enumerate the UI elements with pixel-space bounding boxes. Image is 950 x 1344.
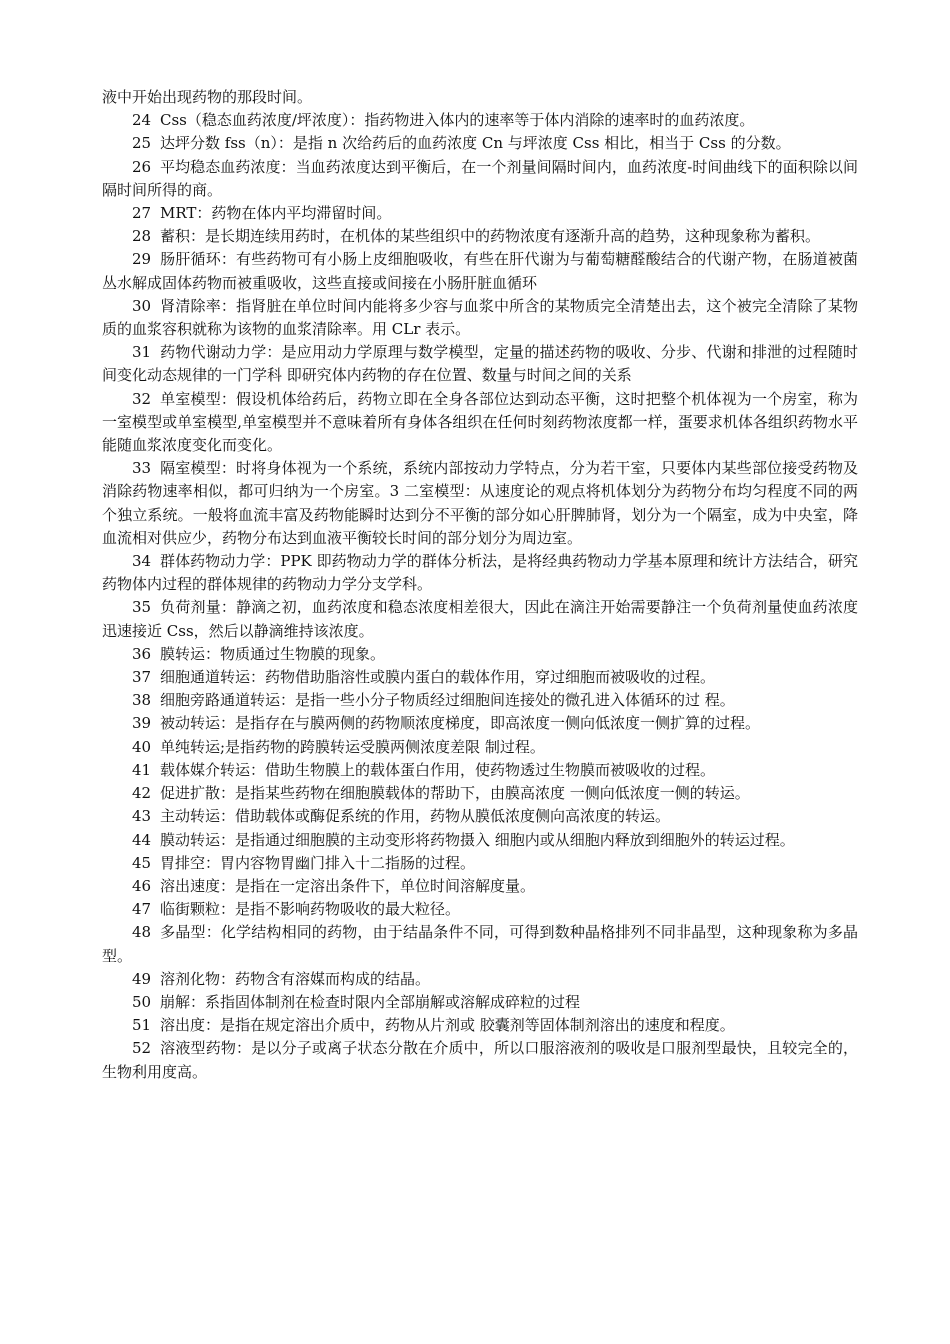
- glossary-entry: [102, 736, 858, 759]
- entry-text: 达坪分数 fss（n）：是指 n 次给药后的血药浓度 Cn 与坪浓度 Css 相比，相当于 Css 的分数。: [160, 134, 791, 153]
- entry-text: 胃排空：胃内容物胃幽门排入十二指肠的过程。: [160, 853, 476, 872]
- entry-number: 44: [132, 830, 152, 849]
- glossary-entry: [102, 643, 858, 666]
- entry-number: 40: [132, 737, 152, 756]
- entry-number: 42: [132, 784, 152, 803]
- entry-number: 50: [132, 992, 152, 1011]
- entry-number: 31: [132, 343, 152, 362]
- entry-text: 单纯转运;是指药物的跨膜转运受膜两侧浓度差限 制过程。: [160, 737, 545, 756]
- glossary-entry: [102, 457, 858, 550]
- entry-number: 34: [132, 552, 152, 571]
- glossary-entry: [102, 156, 858, 202]
- entry-text: 细胞旁路通道转运：是指一些小分子物质经过细胞间连接处的微孔进入体循环的过 程。: [160, 691, 735, 710]
- glossary-entry: [102, 1014, 858, 1037]
- entry-text: 主动转运：借助载体或酶促系统的作用，药物从膜低浓度侧向高浓度的转运。: [160, 807, 671, 826]
- entry-number: 47: [132, 900, 152, 919]
- glossary-entry: [102, 666, 858, 689]
- entry-number: 46: [132, 876, 152, 895]
- glossary-entry: [102, 689, 858, 712]
- entry-text: 蓄积：是长期连续用药时，在机体的某些组织中的药物浓度有逐渐升高的趋势，这种现象称为蓄积。: [160, 227, 821, 246]
- entry-text: 负荷剂量：静滴之初，血药浓度和稳态浓度相差很大，因此在滴注开始需要静注一个负荷剂量使血药浓度迅速接近 Css，然后以静滴维持该浓度。: [102, 598, 858, 640]
- entry-number: 37: [132, 668, 152, 687]
- glossary-entry: [102, 295, 858, 341]
- glossary-entry: [102, 1037, 858, 1083]
- glossary-entry: [102, 805, 858, 828]
- glossary-entry: [102, 991, 858, 1014]
- entry-number: 24: [132, 111, 152, 130]
- entry-text: Css（稳态血药浓度/坪浓度）：指药物进入体内的速率等于体内消除的速率时的血药浓度。: [160, 111, 755, 130]
- entry-number: 41: [132, 760, 152, 779]
- entry-number: 45: [132, 853, 152, 872]
- glossary-entry: [102, 341, 858, 387]
- glossary-entry: [102, 829, 858, 852]
- entry-number: 35: [132, 598, 152, 617]
- entry-number: 29: [132, 250, 152, 269]
- entry-number: 36: [132, 644, 152, 663]
- entry-number: 27: [132, 204, 152, 223]
- glossary-entry: [102, 596, 858, 642]
- glossary-entry: [102, 712, 858, 735]
- glossary-entry: [102, 759, 858, 782]
- glossary-entry: [102, 248, 858, 294]
- entry-text: 溶出度：是指在规定溶出介质中，药物从片剂或 胶囊剂等固体制剂溶出的速度和程度。: [160, 1016, 735, 1035]
- entry-number: 26: [132, 157, 152, 176]
- glossary-entry: [102, 132, 858, 155]
- glossary-entry: [102, 782, 858, 805]
- glossary-entry: [102, 921, 858, 967]
- entry-number: 48: [132, 923, 152, 942]
- entry-text: 临街颗粒：是指不影响药物吸收的最大粒径。: [160, 900, 461, 919]
- entry-text: 膜转运：物质通过生物膜的现象。: [160, 644, 386, 663]
- entry-text: 崩解：系指固体制剂在检查时限内全部崩解或溶解成碎粒的过程: [160, 992, 581, 1011]
- entry-number: 39: [132, 714, 152, 733]
- document-page: [102, 86, 858, 1084]
- entry-text: MRT：药物在体内平均滞留时间。: [160, 204, 392, 223]
- glossary-entry: [102, 109, 858, 132]
- entry-text: 膜动转运：是指通过细胞膜的主动变形将药物摄入 细胞内或从细胞内释放到细胞外的转运过程。: [160, 830, 795, 849]
- entry-text: 肾清除率：指肾脏在单位时间内能将多少容与血浆中所含的某物质完全清楚出去，这个被完全清除了某物质的血浆容积就称为该物的血浆清除率。用 CLr 表示。: [102, 296, 858, 339]
- entry-text: 被动转运：是指存在与膜两侧的药物顺浓度梯度，即高浓度一侧向低浓度一侧扩算的过程。: [160, 714, 761, 733]
- glossary-entry: [102, 968, 858, 991]
- glossary-entry: [102, 875, 858, 898]
- entry-number: 49: [132, 969, 152, 988]
- entry-text: 单室模型：假设机体给药后，药物立即在全身各部位达到动态平衡，这时把整个机体视为一个房室，称为一室模型或单室模型,单室模型并不意味着所有身体各组织在任何时刻药物浓度都一样，蛋要求机体各组织药物水平能随血浆浓度变化而变化。: [102, 389, 858, 455]
- entry-text: 平均稳态血药浓度：当血药浓度达到平衡后，在一个剂量间隔时间内，血药浓度-时间曲线下的面积除以间隔时间所得的商。: [102, 157, 858, 199]
- continuation-paragraph: 液中开始出现药物的那段时间。: [102, 88, 313, 106]
- glossary-entry: [102, 852, 858, 875]
- entry-text: 细胞通道转运：药物借助脂溶性或膜内蛋白的载体作用，穿过细胞而被吸收的过程。: [160, 668, 716, 687]
- entry-number: 33: [132, 459, 152, 478]
- entry-text: 溶出速度：是指在一定溶出条件下，单位时间溶解度量。: [160, 876, 536, 895]
- glossary-entry: [102, 898, 858, 921]
- glossary-list: [102, 109, 858, 1084]
- entry-text: 促进扩散：是指某些药物在细胞膜载体的帮助下，由膜高浓度 一侧向低浓度一侧的转运。: [160, 784, 750, 803]
- entry-number: 25: [132, 134, 152, 153]
- entry-number: 30: [132, 296, 152, 315]
- entry-number: 28: [132, 227, 152, 246]
- entry-number: 51: [132, 1016, 152, 1035]
- entry-number: 43: [132, 807, 152, 826]
- entry-text: 溶剂化物：药物含有溶媒而构成的结晶。: [160, 969, 431, 988]
- glossary-entry: [102, 225, 858, 248]
- entry-text: 溶液型药物：是以分子或离子状态分散在介质中，所以口服溶液剂的吸收是口服剂型最快，且较完全的，生物利用度高。: [102, 1039, 858, 1081]
- entry-number: 38: [132, 691, 152, 710]
- entry-text: 群体药物动力学：PPK 即药物动力学的群体分析法，是将经典药物动力学基本原理和统计方法结合，研究药物体内过程的群体规律的药物动力学分支学科。: [102, 552, 858, 594]
- entry-text: 载体媒介转运：借助生物膜上的载体蛋白作用，使药物透过生物膜而被吸收的过程。: [160, 760, 716, 779]
- glossary-entry: [102, 550, 858, 596]
- glossary-entry: [102, 202, 858, 225]
- entry-text: 肠肝循环：有些药物可有小肠上皮细胞吸收，有些在肝代谢为与葡萄糖醛酸结合的代谢产物，在肠道被菌丛水解成固体药物而被重吸收，这些直接或间接在小肠肝脏血循环: [102, 250, 858, 292]
- entry-text: 隔室模型：时将身体视为一个系统，系统内部按动力学特点，分为若干室，只要体内某些部位接受药物及消除药物速率相似，都可归纳为一个房室。3 二室模型：从速度论的观点将机体划分为药物分布均匀程度不同的两个独立系统。一般将血流丰富及药物能瞬时达到分不平衡的部分如心肝脾肺肾，划分为一个隔室，成为中央室，降血流相对供应少，药物分布达到血液平衡较长时间的部分划分为周边室。: [102, 459, 858, 547]
- entry-number: 52: [132, 1039, 152, 1058]
- entry-text: 药物代谢动力学：是应用动力学原理与数学模型，定量的描述药物的吸收、分步、代谢和排泄的过程随时间变化动态规律的一门学科 即研究体内药物的存在位置、数量与时间之间的关系: [102, 343, 858, 385]
- glossary-entry: [102, 388, 858, 458]
- entry-number: 32: [132, 389, 152, 408]
- entry-text: 多晶型：化学结构相同的药物，由于结晶条件不同，可得到数种晶格排列不同非晶型，这种现象称为多晶型。: [102, 923, 858, 965]
